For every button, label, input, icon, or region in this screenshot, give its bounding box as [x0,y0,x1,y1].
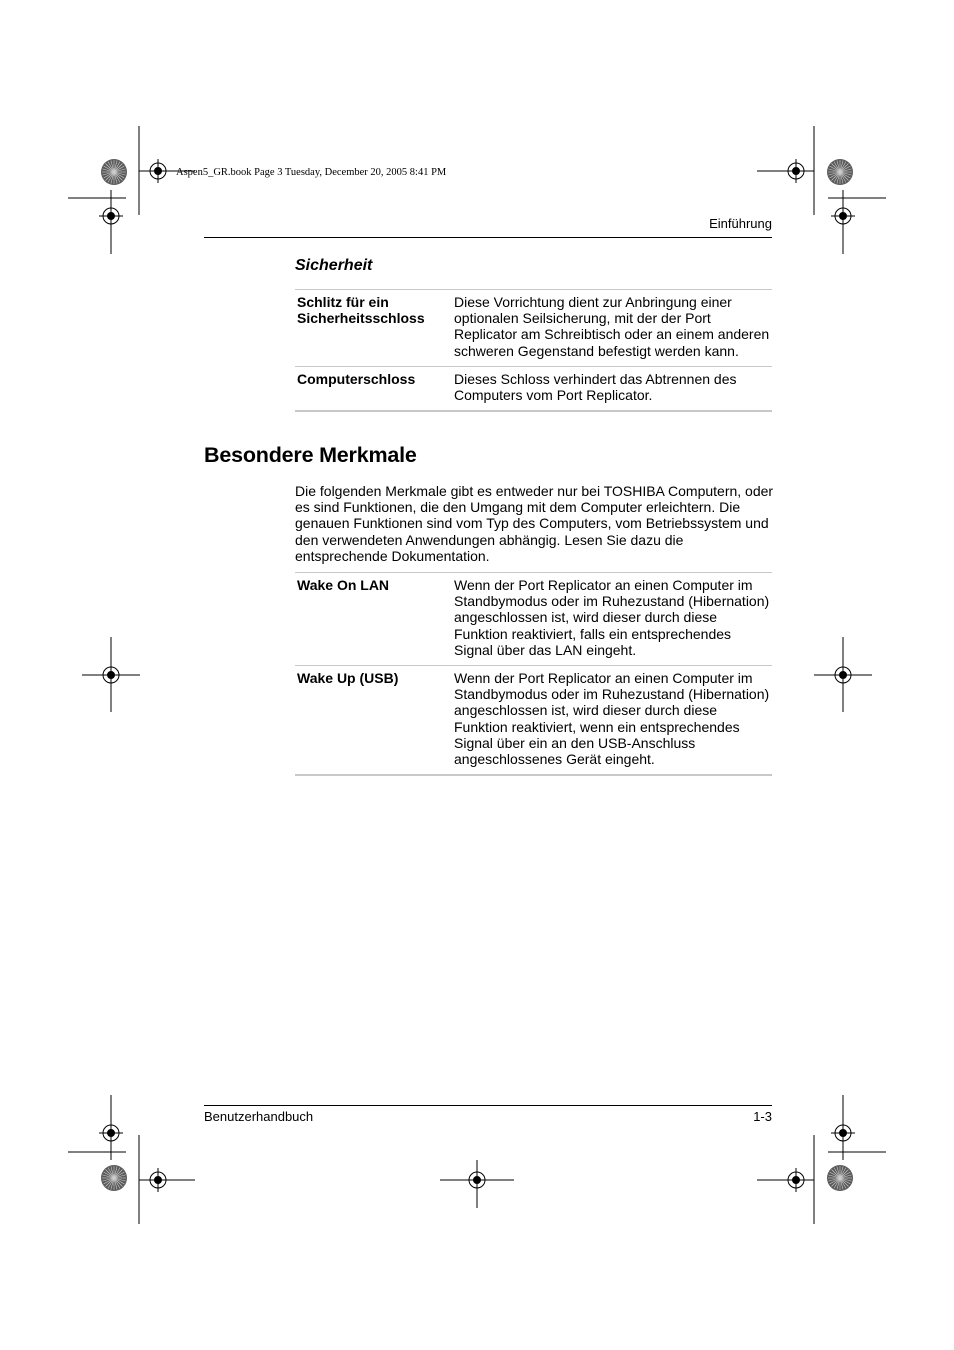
registration-mark [784,1168,808,1192]
color-dial-mark [102,160,126,184]
registration-mark [99,1121,123,1145]
header-rule [204,237,772,238]
registration-mark [99,663,123,687]
running-header: Einführung [709,216,772,231]
color-dial-mark [828,160,852,184]
color-dial-mark [102,1166,126,1190]
term-cell: Computerschloss [295,366,454,411]
page-number: 1-3 [753,1109,772,1124]
registration-mark [465,1168,489,1192]
features-table [295,572,772,776]
table-row [295,573,772,666]
registration-mark [99,204,123,228]
description-cell: Wenn der Port Replicator an einen Computer im Standbymodus oder im Ruhezustand (Hibernation) angeschlossen ist, wird dieser durch diese Funktion reaktiviert, wenn ein entsprechendes Signal über ein an den USB-Anschluss angeschlossenes Gerät eingeht. [454,666,772,776]
footer-rule [204,1105,772,1106]
color-dial-mark [828,1166,852,1190]
table-row [295,366,772,411]
registration-mark [831,663,855,687]
registration-mark [146,1168,170,1192]
description-cell: Wenn der Port Replicator an einen Computer im Standbymodus oder im Ruhezustand (Hibernation) angeschlossen ist, wird dieser durch diese Funktion reaktiviert, falls ein entsprechendes Signal über das LAN eingeht. [454,573,772,666]
section-heading-security: Sicherheit [295,257,373,274]
footer-manual-title: Benutzerhandbuch [204,1109,314,1124]
features-intro-paragraph: Die folgenden Merkmale gibt es entweder nur bei TOSHIBA Computern, oder es sind Funktionen, die den Umgang mit dem Computer erleichtern. Die genauen Funktionen sind vom Typ des Computers, vom Betriebssystem und den verwendeten Anwendungen abhängig. Lesen Sie dazu die entsprechende Dokumentation. [295,483,774,564]
print-slug: Aspen5_GR.book Page 3 Tuesday, December 20, 2005 8:41 PM [176,167,447,178]
description-cell: Diese Vorrichtung dient zur Anbringung einer optionalen Seilsicherung, mit der der Port Replicator am Schreibtisch oder an einem anderen schweren Gegenstand befestigt werden kann. [454,290,772,367]
registration-mark [831,204,855,228]
registration-mark [831,1121,855,1145]
section-heading-features: Besondere Merkmale [204,443,417,467]
term-cell: Schlitz für ein Sicherheitsschloss [295,290,454,367]
description-cell: Dieses Schloss verhindert das Abtrennen des Computers vom Port Replicator. [454,366,772,411]
term-cell: Wake On LAN [295,573,454,666]
registration-mark [146,159,170,183]
registration-mark [784,159,808,183]
security-table [295,289,772,412]
table-row [295,290,772,367]
table-row [295,666,772,776]
term-cell: Wake Up (USB) [295,666,454,776]
